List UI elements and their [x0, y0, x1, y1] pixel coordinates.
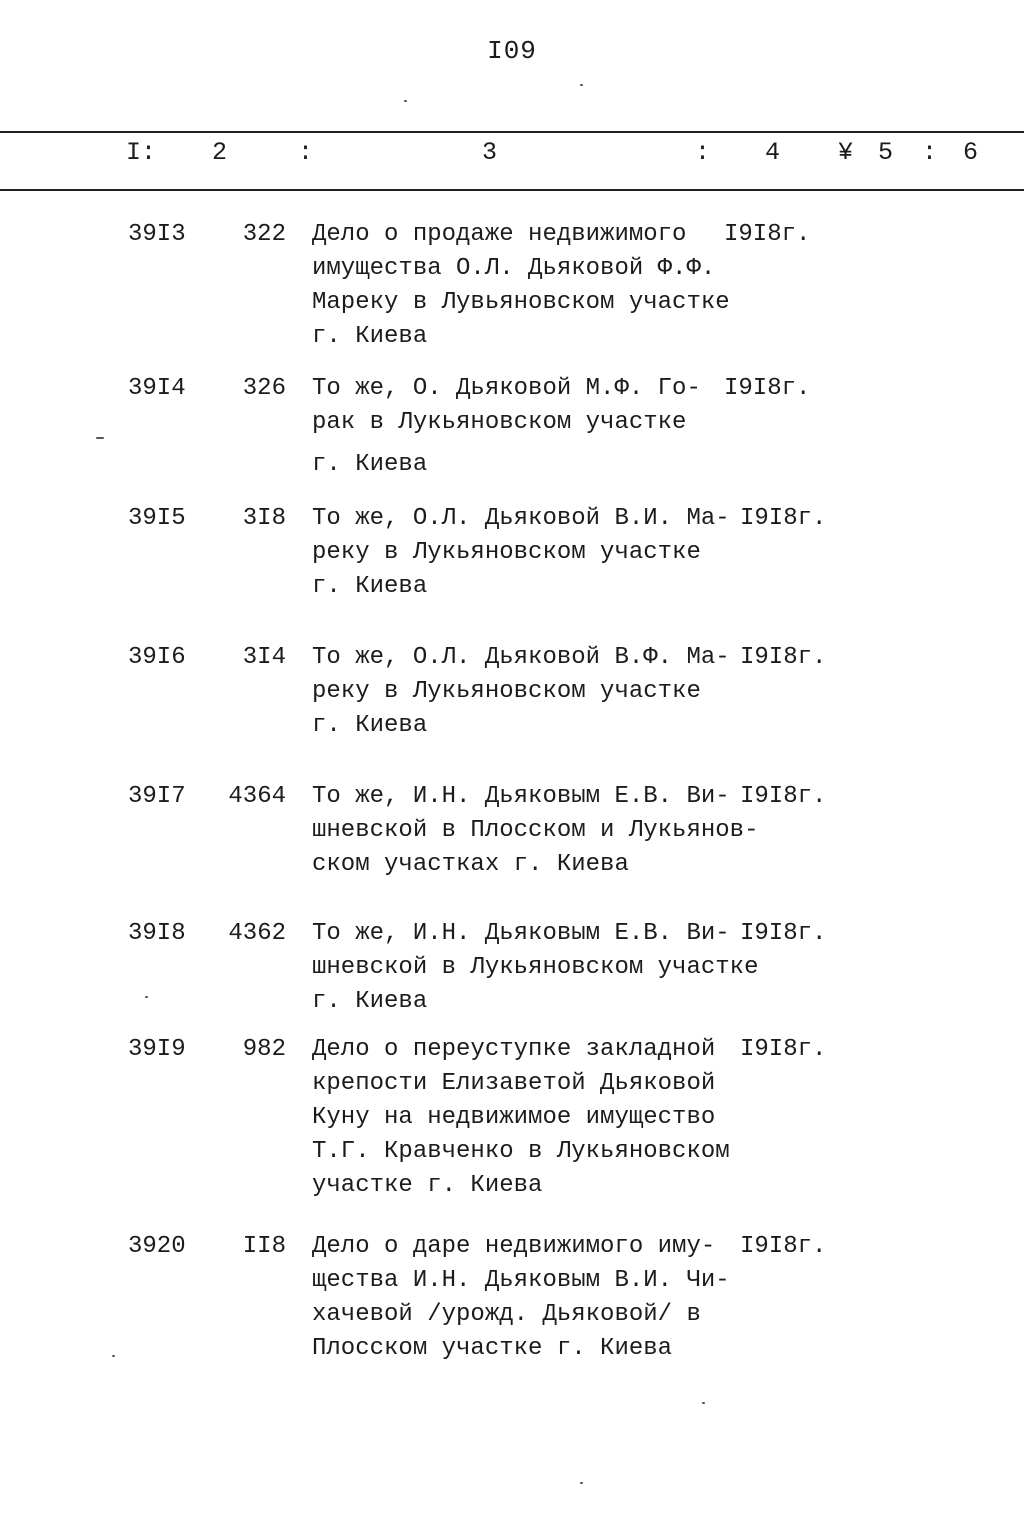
entry-date: I9I8г.: [740, 505, 827, 532]
entry-sheet-count: 982: [242, 1036, 286, 1063]
description-line: Дело о переуступке закладной: [312, 1036, 716, 1063]
scan-speck: [580, 84, 583, 86]
description-line: г. Киева: [312, 451, 428, 478]
description-line: реку в Лукьяновском участке: [312, 678, 701, 705]
entry-sheet-count: 3I4: [242, 644, 286, 671]
description-line: Дело о даре недвижимого иму-: [312, 1233, 716, 1260]
entry-sheet-count: 4364: [228, 783, 286, 810]
header-bottom-rule: [0, 189, 1024, 191]
entry-number: 39I9: [128, 1036, 186, 1063]
description-line: То же, И.Н. Дьяковым Е.В. Ви-: [312, 920, 730, 947]
header-separator: :: [695, 138, 711, 167]
header-col-6: 6: [963, 138, 979, 167]
header-col-5: 5: [878, 138, 894, 167]
description-line: г. Киева: [312, 712, 428, 739]
description-line: реку в Лукьяновском участке: [312, 539, 701, 566]
entry-description: [312, 917, 759, 1019]
description-line: Мареку в Лувьяновском участке: [312, 289, 730, 316]
entry-date: I9I8г.: [740, 644, 827, 671]
page-number: I09: [487, 36, 537, 66]
scan-speck: [702, 1402, 705, 1404]
entry-date: I9I8г.: [740, 1233, 827, 1260]
description-line: То же, О.Л. Дьяковой В.Ф. Ма-: [312, 644, 730, 671]
entry-sheet-count: 326: [242, 375, 286, 402]
description-line: хачевой /урожд. Дьяковой/ в: [312, 1301, 701, 1328]
entry-number: 39I5: [128, 505, 186, 532]
header-col-1: I:: [126, 138, 157, 167]
header-separator: :: [298, 138, 314, 167]
entry-date: I9I8г.: [740, 1036, 827, 1063]
header-col-2: 2: [212, 138, 228, 167]
description-line: ском участках г. Киева: [312, 851, 629, 878]
description-line: То же, О. Дьяковой М.Ф. Го-: [312, 375, 701, 402]
description-line: рак в Лукьяновском участке: [312, 409, 687, 436]
entry-date: I9I8г.: [724, 375, 811, 402]
entry-description: [312, 502, 732, 604]
description-line: шневской в Лукьяновском участке: [312, 954, 759, 981]
description-line: щества И.Н. Дьяковым В.И. Чи-: [312, 1267, 730, 1294]
entry-number: 39I6: [128, 644, 186, 671]
scan-speck: [112, 1355, 115, 1357]
entry-date: I9I8г.: [740, 783, 827, 810]
description-line: г. Киева: [312, 323, 428, 350]
description-line: Куну на недвижимое имущество: [312, 1104, 716, 1131]
header-top-rule: [0, 131, 1024, 133]
entry-sheet-count: 3I8: [242, 505, 286, 532]
entry-sheet-count: II8: [242, 1233, 286, 1260]
description-line: крепости Елизаветой Дьяковой: [312, 1070, 716, 1097]
header-col-3: 3: [482, 138, 498, 167]
scan-speck: [580, 1482, 583, 1484]
header-separator: :: [922, 138, 938, 167]
description-line: То же, И.Н. Дьяковым Е.В. Ви-: [312, 783, 730, 810]
entry-sheet-count: 322: [242, 221, 286, 248]
entry-number: 39I4: [128, 375, 186, 402]
entry-description: [312, 372, 732, 482]
description-line: имущества О.Л. Дьяковой Ф.Ф.: [312, 255, 716, 282]
scan-speck: [96, 437, 104, 439]
description-line: То же, О.Л. Дьяковой В.И. Ма-: [312, 505, 730, 532]
entry-description: [312, 1033, 732, 1203]
entry-description: [312, 641, 732, 743]
header-separator: ¥: [838, 138, 854, 167]
description-line: шневской в Плосском и Лукьянов-: [312, 817, 759, 844]
header-col-4: 4: [765, 138, 781, 167]
description-line: Дело о продаже недвижимого: [312, 221, 687, 248]
entry-date: I9I8г.: [724, 221, 811, 248]
entry-date: I9I8г.: [740, 920, 827, 947]
scan-speck: [145, 996, 148, 998]
entry-number: 3920: [128, 1233, 186, 1260]
entry-description: [312, 1230, 732, 1366]
entry-description: [312, 780, 759, 882]
description-line: г. Киева: [312, 573, 428, 600]
description-line: Т.Г. Кравченко в Лукьяновском: [312, 1138, 730, 1165]
scan-speck: [404, 100, 407, 102]
entry-number: 39I8: [128, 920, 186, 947]
description-line: Плосском участке г. Киева: [312, 1335, 673, 1362]
description-line: участке г. Киева: [312, 1172, 543, 1199]
description-line: г. Киева: [312, 988, 428, 1015]
entry-description: [312, 218, 732, 354]
entry-sheet-count: 4362: [228, 920, 286, 947]
entry-number: 39I3: [128, 221, 186, 248]
entry-number: 39I7: [128, 783, 186, 810]
